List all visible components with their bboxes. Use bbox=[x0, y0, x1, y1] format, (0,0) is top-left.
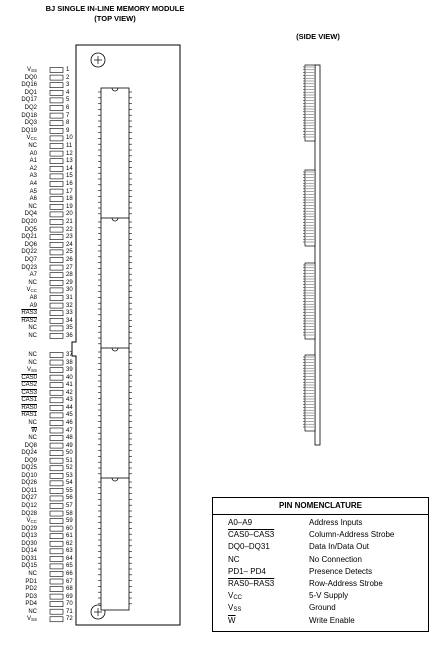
pin-name: VCC bbox=[26, 287, 37, 294]
pin-name: A2 bbox=[29, 165, 37, 172]
pin-number: 20 bbox=[66, 211, 73, 218]
nomenclature-description: 5-V Supply bbox=[309, 591, 349, 601]
edge-contact-pad bbox=[50, 197, 63, 202]
edge-contact-pad bbox=[50, 296, 63, 301]
pin-number: 19 bbox=[66, 203, 73, 210]
pin-number: 1 bbox=[66, 67, 70, 73]
edge-contact-pad bbox=[50, 144, 63, 149]
pin-name: DQ29 bbox=[21, 525, 37, 532]
pin-number: 23 bbox=[66, 234, 73, 241]
edge-contact-pad bbox=[50, 166, 63, 171]
pin-name: DQ24 bbox=[21, 450, 37, 457]
edge-contact-pad bbox=[50, 368, 63, 373]
edge-contact-pad bbox=[50, 311, 63, 316]
pin-name: DQ0 bbox=[24, 74, 37, 81]
pin-name: PD1 bbox=[25, 578, 37, 585]
nomenclature-symbol: VCC bbox=[228, 591, 243, 602]
pin-name: A7 bbox=[29, 272, 37, 279]
edge-contact-pad bbox=[50, 288, 63, 293]
pin-name: DQ27 bbox=[21, 495, 37, 502]
pin-number: 49 bbox=[66, 442, 73, 449]
pin-number: 37 bbox=[66, 352, 73, 358]
pin-number: 10 bbox=[66, 135, 73, 142]
pin-name: PD2 bbox=[25, 586, 37, 593]
side-chip-body bbox=[305, 355, 315, 431]
pin-name: DQ21 bbox=[21, 234, 37, 241]
dram-chip bbox=[101, 88, 129, 220]
edge-contact-pad bbox=[50, 174, 63, 179]
pin-name: DQ13 bbox=[21, 533, 37, 540]
nomenclature-description: Presence Detects bbox=[309, 566, 373, 576]
edge-contact-pad bbox=[50, 602, 63, 607]
pin-number: 35 bbox=[66, 325, 73, 332]
pin-number: 29 bbox=[66, 279, 73, 286]
pin-number: 65 bbox=[66, 563, 73, 570]
pin-name: A5 bbox=[29, 188, 37, 195]
side-chip-body bbox=[305, 65, 315, 141]
dram-chip bbox=[101, 348, 129, 480]
edge-contact-pad bbox=[50, 534, 63, 539]
edge-contact-pad bbox=[50, 220, 63, 225]
edge-contact-pad bbox=[50, 458, 63, 463]
edge-contact-pad bbox=[50, 436, 63, 441]
pin-number: 60 bbox=[66, 525, 73, 532]
edge-contact-pad bbox=[50, 526, 63, 531]
pin-number: 5 bbox=[66, 97, 70, 104]
pin-number: 36 bbox=[66, 333, 73, 339]
pin-name: NC bbox=[28, 279, 37, 286]
side-chip-body bbox=[305, 263, 315, 339]
pin-name: DQ31 bbox=[21, 555, 37, 562]
edge-contact-pad bbox=[50, 98, 63, 103]
pin-number: 43 bbox=[66, 397, 73, 404]
pin-name: PD4 bbox=[25, 601, 37, 608]
edge-contact-pad bbox=[50, 273, 63, 278]
edge-contact-pad bbox=[50, 90, 63, 95]
nomenclature-symbol: DQ0–DQ31 bbox=[228, 542, 270, 552]
edge-contact-pad bbox=[50, 353, 63, 358]
pin-name: DQ14 bbox=[21, 548, 37, 555]
pin-name: DQ8 bbox=[24, 442, 37, 449]
pin-number: 34 bbox=[66, 317, 73, 324]
pin-number: 38 bbox=[66, 359, 73, 366]
edge-contact-pad bbox=[50, 136, 63, 141]
pin-name: DQ11 bbox=[21, 487, 37, 494]
edge-contact-pad bbox=[50, 428, 63, 433]
edge-contact-pad bbox=[50, 189, 63, 194]
pin-number: 25 bbox=[66, 249, 73, 256]
dram-chip bbox=[101, 218, 129, 350]
nomenclature-description: Write Enable bbox=[309, 615, 355, 625]
pin-number: 66 bbox=[66, 570, 73, 577]
pin-name: DQ5 bbox=[24, 226, 37, 233]
pin-number: 26 bbox=[66, 257, 73, 263]
pin-number: 45 bbox=[66, 412, 73, 419]
side-chip-body bbox=[305, 170, 315, 246]
pin-number: 46 bbox=[66, 419, 73, 426]
side-view-label: (SIDE VIEW) bbox=[296, 32, 340, 41]
edge-contact-pad bbox=[50, 383, 63, 388]
pin-name: NC bbox=[28, 359, 37, 366]
pin-name: DQ18 bbox=[21, 112, 37, 119]
pin-number: 71 bbox=[66, 608, 73, 615]
edge-contact-pad bbox=[50, 564, 63, 569]
pin-number: 42 bbox=[66, 389, 73, 396]
nomenclature-description: Row-Address Strobe bbox=[309, 579, 383, 588]
nomenclature-symbol: $\overline{W}$ bbox=[228, 615, 236, 625]
pin-number: 58 bbox=[66, 510, 73, 517]
pin-name: DQ1 bbox=[24, 89, 37, 96]
edge-contact-pad bbox=[50, 481, 63, 486]
pin-name: DQ26 bbox=[21, 480, 37, 487]
pin-name: CAS3 bbox=[21, 389, 37, 396]
pin-number: 17 bbox=[66, 188, 73, 195]
pin-number: 14 bbox=[66, 165, 73, 172]
pin-name: A4 bbox=[29, 181, 37, 187]
edge-contact-pad bbox=[50, 250, 63, 255]
pin-number: 68 bbox=[66, 586, 73, 593]
pin-name: DQ4 bbox=[24, 211, 37, 218]
pin-number: 69 bbox=[66, 593, 73, 600]
nomenclature-description: Ground bbox=[309, 603, 336, 613]
pin-number: 12 bbox=[66, 150, 73, 157]
pin-name: NC bbox=[28, 352, 37, 358]
pin-number: 50 bbox=[66, 450, 73, 457]
pin-number: 32 bbox=[66, 302, 73, 309]
pin-name: NC bbox=[28, 435, 37, 442]
pin-number: 3 bbox=[66, 82, 70, 89]
pin-name: A1 bbox=[29, 158, 37, 165]
pin-name: DQ30 bbox=[21, 540, 37, 547]
nomenclature-description: Column-Address Strobe bbox=[309, 530, 395, 540]
edge-contact-pad bbox=[50, 235, 63, 240]
pin-name: A9 bbox=[29, 302, 37, 309]
edge-contact-pad bbox=[50, 519, 63, 524]
pin-number: 56 bbox=[66, 495, 73, 502]
pin-name: DQ16 bbox=[21, 82, 37, 89]
dram-chip bbox=[101, 478, 129, 610]
pin-name: DQ23 bbox=[21, 264, 37, 271]
nomenclature-symbol: A0–A9 bbox=[228, 518, 253, 527]
nomenclature-symbol: NC bbox=[228, 554, 240, 564]
edge-contact-pad bbox=[50, 280, 63, 285]
pin-name: DQ25 bbox=[21, 465, 37, 472]
pin-number: 24 bbox=[66, 241, 73, 248]
pin-name: NC bbox=[28, 570, 37, 577]
edge-contact-pad bbox=[50, 466, 63, 471]
edge-contact-pad bbox=[50, 265, 63, 270]
pin-name: DQ20 bbox=[21, 219, 37, 225]
edge-contacts bbox=[50, 68, 63, 622]
edge-contact-pad bbox=[50, 159, 63, 164]
pin-number: 47 bbox=[66, 427, 73, 434]
pin-number: 51 bbox=[66, 457, 73, 464]
nomenclature-title: PIN NOMENCLATURE bbox=[213, 498, 428, 515]
pin-number: 59 bbox=[66, 518, 73, 525]
pin-number: 15 bbox=[66, 173, 73, 180]
pin-name: NC bbox=[28, 325, 37, 332]
edge-contact-pad bbox=[50, 496, 63, 501]
pin-name: CAS1 bbox=[21, 397, 37, 404]
pin-number: 33 bbox=[66, 310, 73, 317]
pin-number: 16 bbox=[66, 181, 73, 187]
pin-name: VCC bbox=[26, 518, 37, 525]
edge-contact-pad bbox=[50, 609, 63, 614]
edge-contact-pad bbox=[50, 549, 63, 554]
nomenclature-description: No Connection bbox=[309, 554, 362, 564]
nomenclature-symbol: RAS0–RAS3 bbox=[228, 579, 275, 588]
pin-name: DQ9 bbox=[24, 457, 37, 464]
pin-number: 8 bbox=[66, 120, 70, 127]
pin-name: DQ15 bbox=[21, 563, 37, 570]
edge-contact-pad bbox=[50, 420, 63, 425]
pin-name: DQ10 bbox=[21, 472, 37, 479]
pin-name: NC bbox=[28, 333, 37, 339]
edge-contact-pad bbox=[50, 504, 63, 509]
edge-contact-pad bbox=[50, 75, 63, 80]
pin-name: RAS0 bbox=[21, 404, 37, 411]
pin-name: DQ6 bbox=[24, 241, 37, 248]
pin-number: 18 bbox=[66, 196, 73, 203]
pin-name: $\overline{W}$ bbox=[31, 427, 37, 434]
pin-number: 55 bbox=[66, 487, 73, 494]
pin-name: NC bbox=[28, 608, 37, 615]
pin-number: 31 bbox=[66, 295, 73, 301]
edge-contact-pad bbox=[50, 227, 63, 232]
pin-name: DQ7 bbox=[24, 257, 37, 263]
edge-contact-pad bbox=[50, 571, 63, 576]
pin-name: A6 bbox=[29, 196, 37, 203]
edge-contact-pad bbox=[50, 541, 63, 546]
edge-contact-pad bbox=[50, 121, 63, 126]
nomenclature-description: Address Inputs bbox=[309, 518, 363, 527]
module-title: BJ SINGLE IN-LINE MEMORY MODULE bbox=[45, 4, 185, 13]
pin-name: VSS bbox=[26, 616, 37, 623]
pin-number: 54 bbox=[66, 480, 73, 487]
pin-number: 22 bbox=[66, 226, 73, 233]
pin-name: PD3 bbox=[25, 593, 37, 600]
edge-contact-pad bbox=[50, 212, 63, 217]
edge-contact-pad bbox=[50, 83, 63, 88]
pin-name: A3 bbox=[29, 173, 37, 180]
edge-contact-pad bbox=[50, 128, 63, 133]
pin-name: NC bbox=[28, 419, 37, 426]
pin-number: 63 bbox=[66, 548, 73, 555]
nomenclature-symbol: PD1– PD4 bbox=[228, 566, 266, 576]
edge-contact-pad bbox=[50, 587, 63, 592]
pin-name: A8 bbox=[29, 295, 37, 301]
edge-contact-pad bbox=[50, 303, 63, 308]
edge-contact-pad bbox=[50, 360, 63, 365]
pin-name: A0 bbox=[29, 150, 37, 157]
dram-chips bbox=[98, 88, 132, 610]
pin-name: VSS bbox=[26, 367, 37, 374]
edge-contact-pad bbox=[50, 68, 63, 73]
pin-name: RAS2 bbox=[21, 317, 37, 324]
pin-name: CAS0 bbox=[21, 374, 37, 381]
edge-contact-pad bbox=[50, 413, 63, 418]
pin-number: 13 bbox=[66, 158, 73, 165]
edge-contact-pad bbox=[50, 488, 63, 493]
edge-contact-pad bbox=[50, 390, 63, 395]
edge-contact-pad bbox=[50, 318, 63, 323]
pin-number: 4 bbox=[66, 89, 70, 96]
edge-contact-pad bbox=[50, 443, 63, 448]
top-view-label: (TOP VIEW) bbox=[94, 14, 136, 23]
pin-number: 7 bbox=[66, 112, 70, 119]
edge-contact-pad bbox=[50, 398, 63, 403]
pin-name: DQ17 bbox=[21, 97, 37, 104]
edge-contact-pad bbox=[50, 451, 63, 456]
pin-name: VSS bbox=[26, 67, 37, 73]
pin-number: 11 bbox=[66, 143, 73, 149]
nomenclature-symbol: VSS bbox=[228, 603, 242, 614]
edge-contact-pad bbox=[50, 405, 63, 410]
pin-number: 40 bbox=[66, 374, 73, 381]
pin-number: 67 bbox=[66, 578, 73, 585]
edge-contact-pad bbox=[50, 106, 63, 111]
pin-number: 6 bbox=[66, 105, 70, 111]
pin-name: DQ19 bbox=[21, 127, 37, 134]
pin-number: 2 bbox=[66, 74, 70, 81]
nomenclature-symbol: CAS0–CAS3 bbox=[228, 530, 275, 540]
pin-number: 62 bbox=[66, 540, 73, 547]
pin-number: 61 bbox=[66, 533, 73, 540]
edge-contact-pad bbox=[50, 594, 63, 599]
pin-name: VCC bbox=[26, 135, 37, 142]
pin-number: 41 bbox=[66, 382, 73, 389]
pin-number: 48 bbox=[66, 435, 73, 442]
edge-contact-pad bbox=[50, 182, 63, 187]
edge-contact-pad bbox=[50, 579, 63, 584]
pin-name: DQ2 bbox=[24, 105, 37, 111]
pin-number: 64 bbox=[66, 555, 73, 562]
pin-number: 30 bbox=[66, 287, 73, 294]
pin-name: RAS1 bbox=[21, 412, 37, 419]
pin-name: CAS2 bbox=[21, 382, 37, 389]
pin-name: DQ22 bbox=[21, 249, 37, 256]
pin-number: 21 bbox=[66, 219, 73, 225]
pin-name: DQ3 bbox=[24, 120, 37, 127]
edge-contact-pad bbox=[50, 326, 63, 331]
pin-number: 9 bbox=[66, 127, 70, 134]
pin-nomenclature-table bbox=[212, 497, 429, 632]
side-view-drawing bbox=[303, 65, 320, 445]
edge-contact-pad bbox=[50, 258, 63, 263]
edge-contact-pad bbox=[50, 242, 63, 247]
pin-number: 57 bbox=[66, 503, 73, 509]
pin-name: NC bbox=[28, 143, 37, 149]
pin-number: 27 bbox=[66, 264, 73, 271]
edge-contact-pad bbox=[50, 334, 63, 339]
pin-name: NC bbox=[28, 203, 37, 210]
pin-number: 39 bbox=[66, 367, 73, 374]
pin-number: 28 bbox=[66, 272, 73, 279]
pin-name: DQ28 bbox=[21, 510, 37, 517]
pin-name: DQ12 bbox=[21, 503, 37, 509]
pin-number: 53 bbox=[66, 472, 73, 479]
edge-contact-pad bbox=[50, 204, 63, 209]
edge-contact-pad bbox=[50, 375, 63, 380]
pin-name: RAS3 bbox=[21, 310, 37, 317]
edge-contact-pad bbox=[50, 556, 63, 561]
edge-contact-pad bbox=[50, 511, 63, 516]
nomenclature-description: Data In/Data Out bbox=[309, 542, 370, 552]
pin-number: 70 bbox=[66, 601, 73, 608]
edge-contact-pad bbox=[50, 473, 63, 478]
pin-number: 72 bbox=[66, 616, 73, 623]
edge-contact-pad bbox=[50, 113, 63, 118]
pin-number: 44 bbox=[66, 404, 73, 411]
edge-contact-pad bbox=[50, 617, 63, 622]
edge-contact-pad bbox=[50, 151, 63, 156]
pin-number: 52 bbox=[66, 465, 73, 472]
side-pcb bbox=[315, 65, 320, 445]
